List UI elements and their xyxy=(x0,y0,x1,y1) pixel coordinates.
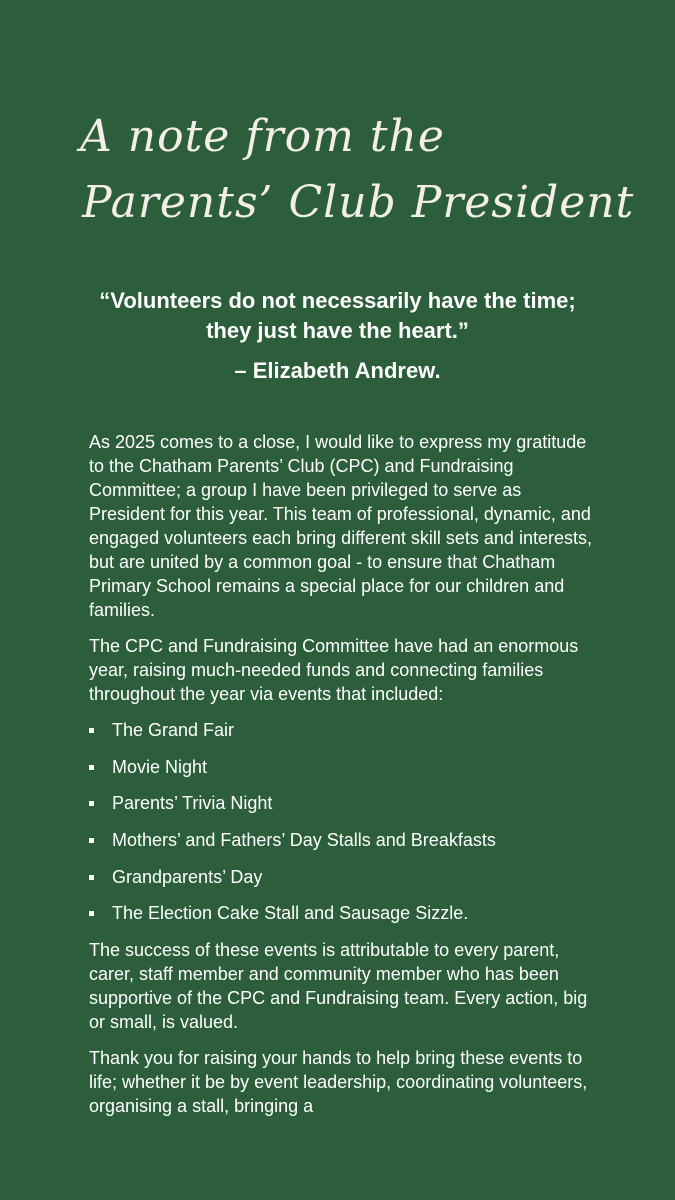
page-heading xyxy=(80,104,635,236)
list-item xyxy=(89,791,594,815)
list-item xyxy=(89,865,594,889)
event-label: Parents’ Trivia Night xyxy=(112,793,273,814)
paragraph-events-intro: The CPC and Fundraising Committee have had an enormous year, raising much-needed funds and connecting families throughout the year via events that included: xyxy=(89,636,579,704)
event-label: Mothers’ and Fathers’ Day Stalls and Breakfasts xyxy=(112,830,496,851)
quote-attribution: – Elizabeth Andrew. xyxy=(234,358,441,383)
bullet-icon xyxy=(89,911,94,916)
paragraph-thanks: Thank you for raising your hands to help bring these events to life; whether it be by event leadership, coordinating volunteers, organising a stall, bringing a xyxy=(89,1048,588,1117)
event-label: Movie Night xyxy=(112,756,208,777)
paragraph-success: The success of these events is attributable to every parent, carer, staff member and community member who has been supportive of the CPC and Fundraising team. Every action, big or small, is valued. xyxy=(89,940,588,1033)
pull-quote xyxy=(60,286,615,386)
event-label: Grandparents’ Day xyxy=(112,866,263,887)
list-item xyxy=(89,755,594,779)
event-label: The Election Cake Stall and Sausage Sizzle. xyxy=(112,903,469,924)
events-list xyxy=(89,718,594,925)
bullet-icon xyxy=(89,765,94,770)
event-label: The Grand Fair xyxy=(112,720,235,740)
heading-line-2: Parents’ Club President xyxy=(82,177,635,228)
list-item xyxy=(89,901,594,925)
list-item xyxy=(89,828,594,852)
quote-text-line-2: they just have the heart.” xyxy=(206,318,469,343)
bullet-icon xyxy=(89,875,94,880)
list-item xyxy=(89,718,594,742)
bullet-icon xyxy=(89,801,94,806)
letter-body xyxy=(89,430,594,1130)
bullet-icon xyxy=(89,728,94,733)
bullet-icon xyxy=(89,838,94,843)
paragraph-intro: As 2025 comes to a close, I would like to express my gratitude to the Chatham Parents’ Club (CPC) and Fundraising Committee; a group I have been privileged to serve as President for this year. This team of professional, dynamic, and engaged volunteers each bring different skill sets and interests, but are united by a common goal - to ensure that Chatham Primary School remains a special place for our children and families. xyxy=(89,432,592,620)
heading-line-1: A note from the xyxy=(80,111,445,162)
quote-text-line-1: “Volunteers do not necessarily have the time; xyxy=(99,288,576,313)
